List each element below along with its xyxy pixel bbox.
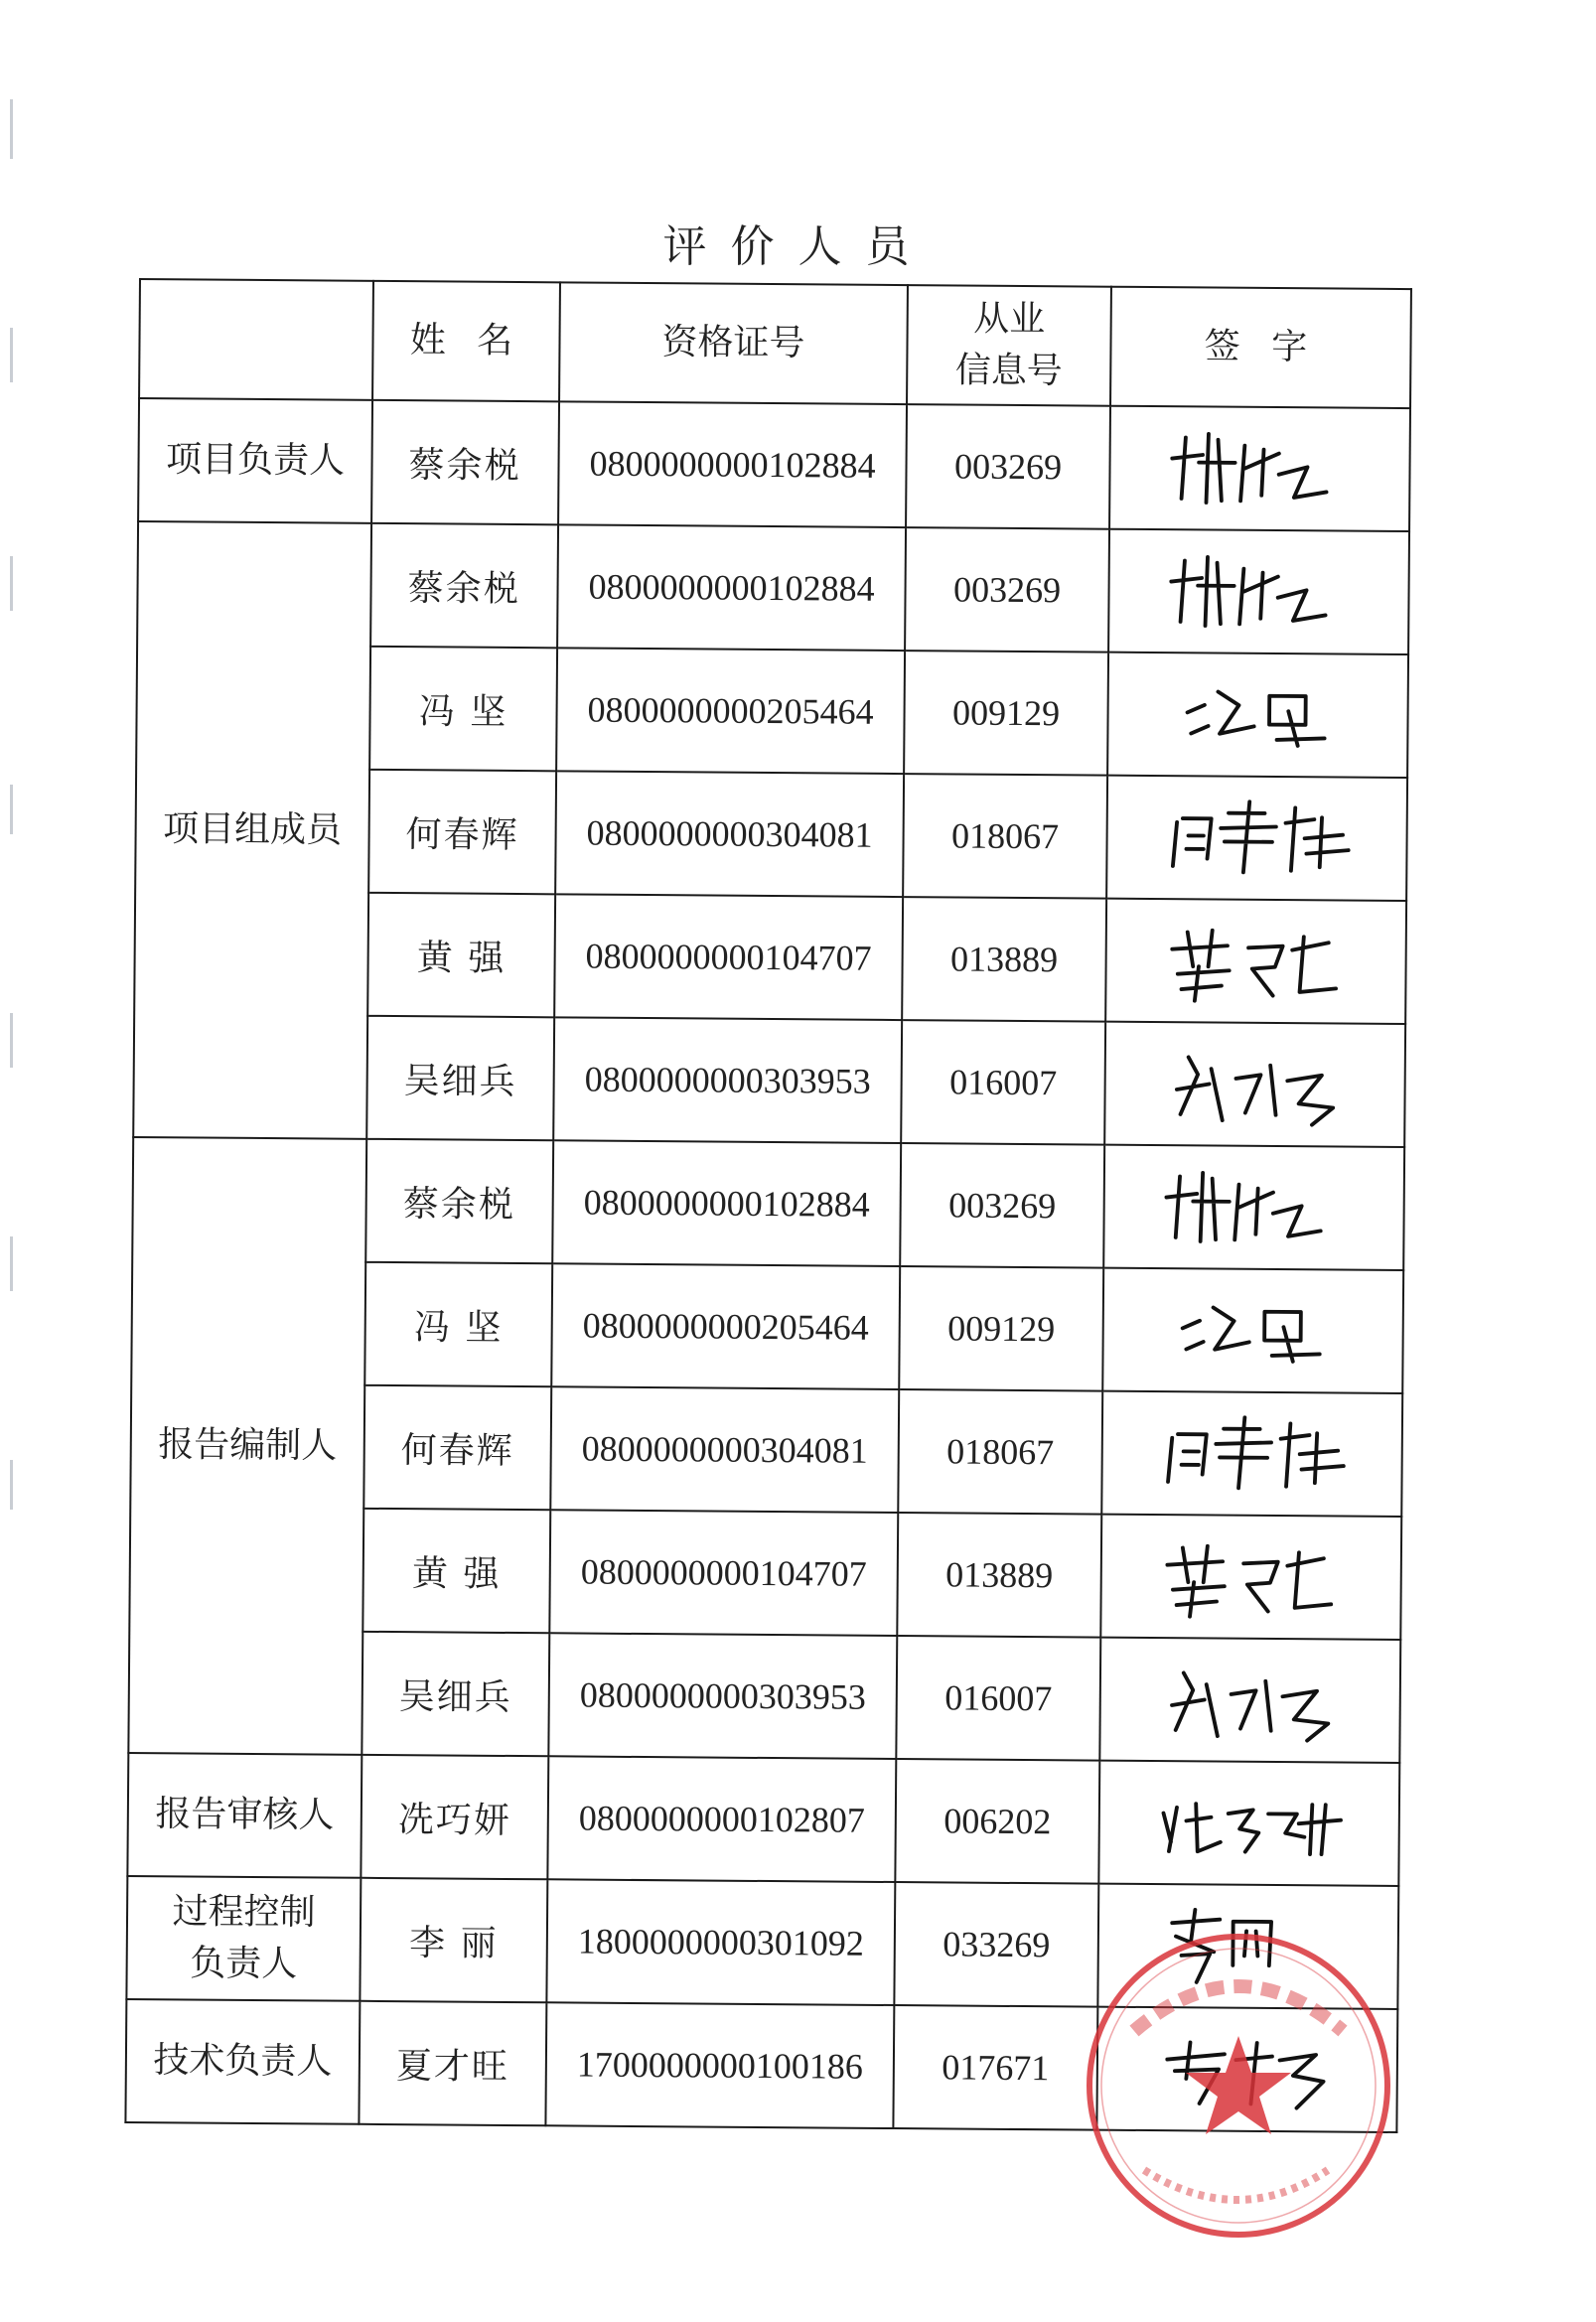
scan-edge-mark (10, 785, 13, 834)
signature-cell (1103, 1145, 1404, 1270)
cert-number-cell: 0800000000102884 (557, 524, 906, 651)
role-cell: 技术负责人 (125, 1999, 360, 2124)
name-cell: 蔡余棁 (370, 523, 558, 648)
info-number-cell: 003269 (905, 527, 1109, 653)
info-number-cell: 013889 (902, 897, 1106, 1022)
name-cell: 李 丽 (360, 1878, 547, 2002)
cert-number-cell: 0800000000102884 (552, 1140, 901, 1266)
cert-number-cell: 0800000000104707 (554, 894, 903, 1020)
handwritten-signature (1139, 1159, 1369, 1256)
info-number-cell: 003269 (906, 404, 1110, 529)
cert-number-cell: 0800000000304081 (555, 771, 904, 897)
name-cell: 何春辉 (363, 1385, 551, 1510)
header-info: 从业 信息号 (907, 285, 1111, 406)
cert-number-cell: 0800000000303953 (553, 1017, 902, 1143)
name-cell: 何春辉 (368, 770, 556, 894)
scan-edge-mark (10, 328, 13, 382)
signature-cell (1100, 1515, 1401, 1640)
signature-cell (1099, 1638, 1400, 1763)
signature-cell (1102, 1268, 1403, 1393)
company-seal (1075, 1922, 1402, 2249)
table-row (132, 1137, 1404, 1270)
table-body (125, 398, 1410, 2132)
info-number-cell: 033269 (894, 1882, 1098, 2007)
page-title: 评价人员 (662, 221, 934, 272)
info-number-cell: 018067 (903, 774, 1107, 899)
role-cell: 项目负责人 (138, 398, 372, 523)
signature-cell (1105, 899, 1406, 1024)
signature-cell (1101, 1391, 1402, 1517)
cert-number-cell: 0800000000303953 (548, 1633, 897, 1759)
handwritten-signature (1134, 1775, 1364, 1872)
handwritten-signature (1138, 1282, 1368, 1379)
name-cell: 冯 坚 (364, 1262, 552, 1386)
scan-edge-mark (10, 1013, 13, 1068)
table-row (127, 1753, 1399, 1886)
signature-cell (1109, 406, 1410, 531)
name-cell: 冯 坚 (369, 647, 557, 771)
name-cell: 黄 强 (363, 1509, 550, 1633)
role-cell: 过程控制 负责人 (126, 1876, 361, 2001)
cert-number-cell: 0800000000205464 (556, 648, 905, 774)
header-signature: 签 字 (1110, 287, 1411, 408)
table-header (139, 279, 1411, 408)
signature-cell (1104, 1022, 1405, 1147)
personnel-table (124, 278, 1412, 2133)
header-blank (139, 279, 373, 400)
role-cell: 报告编制人 (128, 1137, 366, 1755)
handwritten-signature (1135, 1652, 1365, 1749)
info-number-cell: 016007 (901, 1020, 1105, 1145)
name-cell: 冼巧妍 (361, 1755, 548, 1879)
handwritten-signature (1140, 1036, 1370, 1133)
header-name: 姓 名 (372, 281, 560, 401)
name-cell: 夏才旺 (359, 2001, 546, 2125)
signature-cell (1106, 776, 1407, 901)
info-number-cell: 017671 (893, 2005, 1097, 2130)
handwritten-signature (1137, 1405, 1367, 1503)
handwritten-signature (1145, 420, 1375, 517)
personnel-table-wrapper (124, 278, 1412, 2133)
cert-number-cell: 1700000000100186 (545, 2002, 894, 2128)
handwritten-signature (1141, 913, 1371, 1010)
name-cell: 吴细兵 (362, 1632, 549, 1756)
cert-number-cell: 0800000000102884 (558, 401, 907, 527)
cert-number-cell: 0800000000205464 (551, 1263, 900, 1389)
signature-cell (1107, 653, 1408, 778)
signature-cell (1108, 529, 1409, 654)
handwritten-signature (1136, 1528, 1366, 1626)
scan-edge-mark (10, 1236, 13, 1291)
name-cell: 黄 强 (367, 893, 555, 1017)
cert-number-cell: 0800000000104707 (549, 1510, 898, 1636)
cert-number-cell: 0800000000304081 (550, 1386, 899, 1513)
scan-edge-mark (10, 1460, 13, 1510)
name-cell: 蔡余棁 (365, 1139, 553, 1263)
table-row (138, 398, 1410, 531)
info-number-cell: 003269 (900, 1143, 1104, 1268)
cert-number-cell: 0800000000102807 (547, 1756, 896, 1882)
info-number-cell: 006202 (895, 1759, 1099, 1884)
info-number-cell: 016007 (896, 1636, 1100, 1761)
signature-cell (1098, 1761, 1399, 1886)
cert-number-cell: 1800000000301092 (546, 1879, 895, 2005)
header-cert: 资格证号 (559, 282, 908, 404)
table-row (137, 521, 1409, 654)
role-cell: 报告审核人 (127, 1753, 362, 1878)
info-number-cell: 018067 (898, 1389, 1102, 1515)
name-cell: 吴细兵 (366, 1016, 554, 1140)
handwritten-signature (1142, 790, 1372, 887)
role-cell: 项目组成员 (133, 521, 371, 1139)
handwritten-signature (1144, 543, 1374, 641)
info-number-cell: 009129 (904, 651, 1108, 776)
name-cell: 蔡余棁 (371, 400, 559, 524)
scan-edge-mark (10, 556, 13, 611)
info-number-cell: 013889 (897, 1513, 1101, 1638)
handwritten-signature (1143, 666, 1373, 764)
scan-edge-mark (10, 99, 13, 159)
info-number-cell: 009129 (899, 1266, 1103, 1391)
